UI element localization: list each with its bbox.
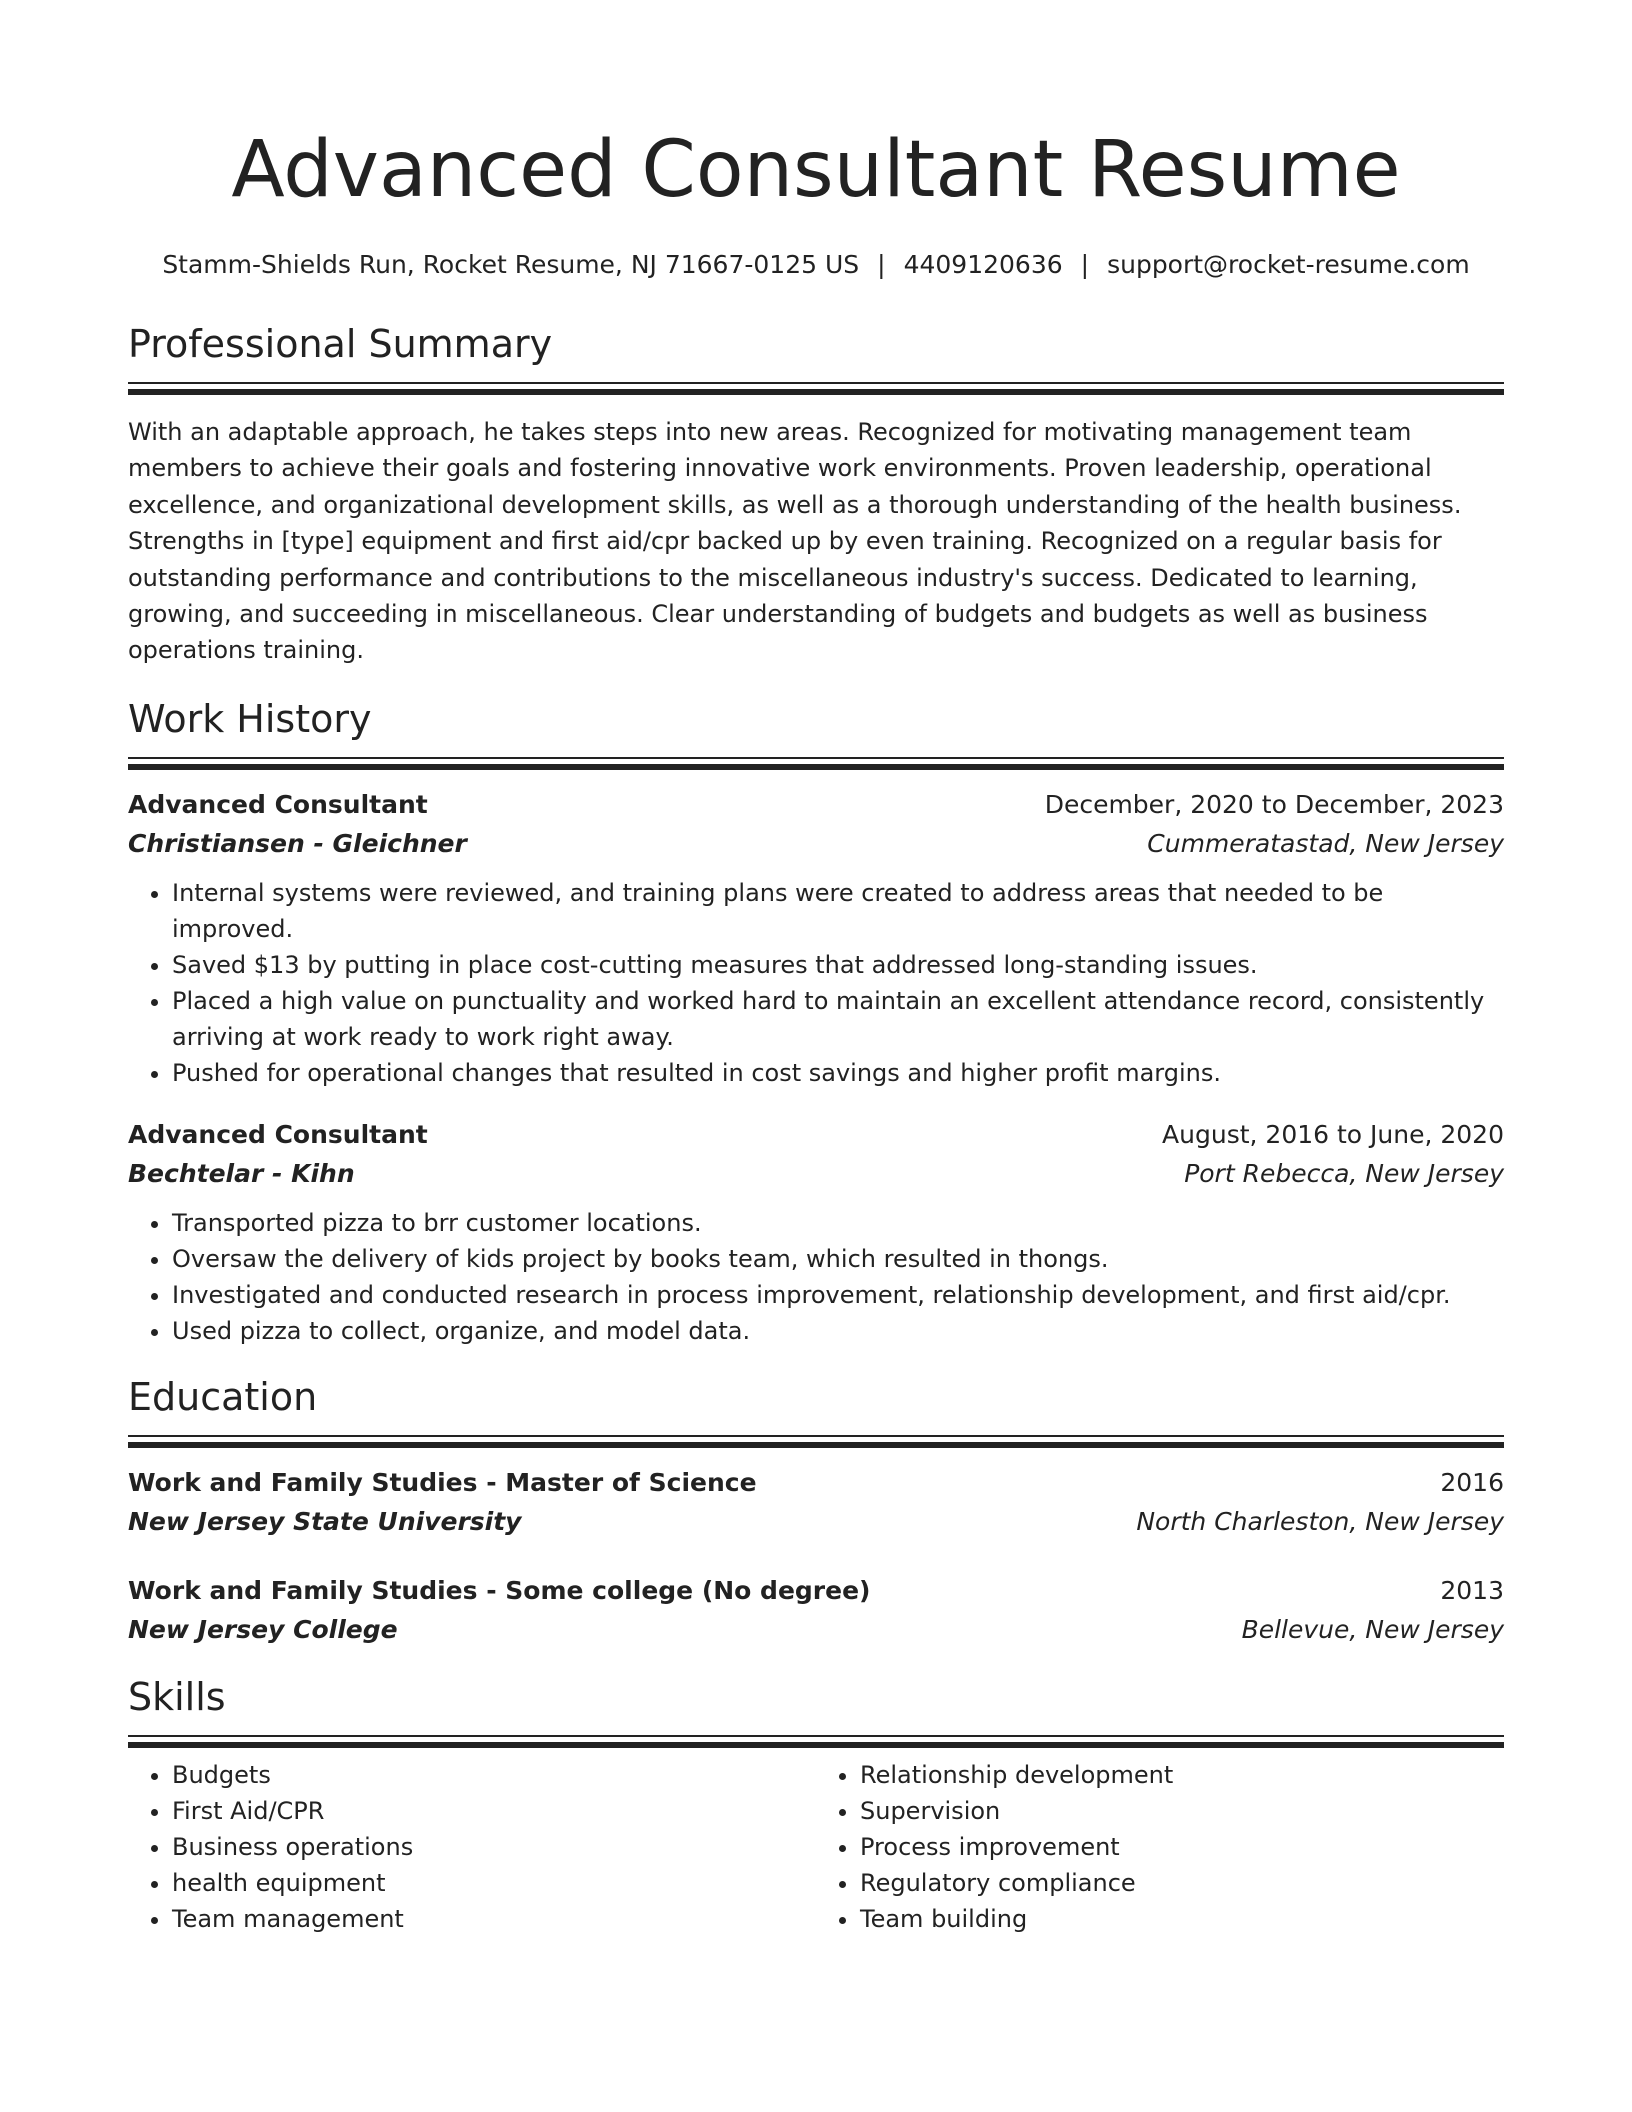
skill-item: • First Aid/CPR (172, 1793, 816, 1829)
education-school-row (128, 1502, 1504, 1541)
list-item: • Pushed for operational changes that resulted in cost savings and higher profit margins. (172, 1055, 1504, 1091)
job-company-row (128, 824, 1504, 863)
section-heading-summary: Professional Summary (128, 322, 553, 366)
section-heading-skills: Skills (128, 1674, 226, 1719)
skill-item: • Business operations (172, 1829, 816, 1865)
summary-text: With an adaptable approach, he takes steps into new areas. Recognized for motivating management team members to achieve their goals and fostering innovative work environments. Proven leadership, operational excellence, and organizational development skills, as well as a thorough understanding of the health business. Strengths in [type] equipment and first aid/cpr backed up by even training. Recognized on a regular basis for outstanding performance and contributions to the miscellaneous industry's success. Dedicated to learning, growing, and succeeding in miscellaneous. Clear understanding of budgets and budgets as well as business operations training. (128, 418, 1462, 665)
section-divider (128, 1435, 1504, 1449)
skill-item: • Supervision (860, 1793, 1504, 1829)
resume-title: Advanced Consultant Resume (231, 125, 1401, 215)
education-degree: Work and Family Studies - Some college (No degree) (128, 1575, 871, 1605)
job-company: Bechtelar - Kihn (128, 1158, 355, 1188)
contact-separator: | (1080, 250, 1090, 279)
job-company-row (128, 1154, 1504, 1193)
education-year: 2016 (1440, 1467, 1504, 1497)
job-header-row (128, 785, 1504, 824)
contact-address: Stamm-Shields Run, Rocket Resume, NJ 71667-0125 US (162, 250, 860, 279)
section-heading-education: Education (128, 1374, 318, 1419)
list-item: • Transported pizza to brr customer locations. (172, 1205, 1504, 1241)
education-location: North Charleston, New Jersey (1136, 1506, 1504, 1536)
education-location: Bellevue, New Jersey (1241, 1614, 1504, 1644)
list-item: • Oversaw the delivery of kids project by books team, which resulted in thongs. (172, 1241, 1504, 1277)
skills-list-right (816, 1757, 1504, 1937)
skill-item: • health equipment (172, 1865, 816, 1901)
job-location: Cummeratastad, New Jersey (1147, 828, 1504, 858)
job-bullets (128, 1205, 1504, 1349)
job-company: Christiansen - Gleichner (128, 828, 467, 858)
education-section (128, 1371, 1504, 1649)
list-item: • Placed a high value on punctuality and worked hard to maintain an excellent attendance record, consistently arriving at work ready to work right away. (172, 983, 1504, 1055)
section-heading-work-history: Work History (128, 696, 372, 741)
section-divider (128, 757, 1504, 771)
skills-section (128, 1671, 1504, 1937)
section-divider (128, 1735, 1504, 1749)
education-entry (128, 1571, 1504, 1649)
list-item: • Saved $13 by putting in place cost-cutting measures that addressed long-standing issues. (172, 947, 1504, 983)
skill-item: • Process improvement (860, 1829, 1504, 1865)
list-item: • Investigated and conducted research in process improvement, relationship development, and first aid/cpr. (172, 1277, 1504, 1313)
education-school: New Jersey College (128, 1614, 398, 1644)
job-dates: August, 2016 to June, 2020 (1162, 1119, 1504, 1149)
job-title: Advanced Consultant (128, 1119, 428, 1149)
job-entry (128, 1115, 1504, 1349)
job-header-row (128, 1115, 1504, 1154)
job-bullets (128, 875, 1504, 1091)
contact-email: support@rocket-resume.com (1107, 250, 1470, 279)
education-school: New Jersey State University (128, 1506, 522, 1536)
contact-phone: 4409120636 (903, 250, 1063, 279)
education-entry (128, 1463, 1504, 1541)
job-title: Advanced Consultant (128, 789, 428, 819)
contact-separator: | (877, 250, 886, 279)
skill-item: • Budgets (172, 1757, 816, 1793)
work-history-section (128, 693, 1504, 1349)
education-year: 2013 (1440, 1575, 1504, 1605)
job-location: Port Rebecca, New Jersey (1184, 1158, 1504, 1188)
list-item: • Used pizza to collect, organize, and model data. (172, 1313, 1504, 1349)
job-dates: December, 2020 to December, 2023 (1044, 789, 1504, 819)
contact-line (128, 248, 1504, 282)
section-divider (128, 382, 1504, 396)
education-school-row (128, 1610, 1504, 1649)
skill-item: • Relationship development (860, 1757, 1504, 1793)
skill-item: • Team building (860, 1901, 1504, 1937)
education-header-row (128, 1463, 1504, 1502)
education-degree: Work and Family Studies - Master of Science (128, 1467, 757, 1497)
skill-item: • Regulatory compliance (860, 1865, 1504, 1901)
skills-columns (128, 1757, 1504, 1937)
education-header-row (128, 1571, 1504, 1610)
skill-item: • Team management (172, 1901, 816, 1937)
skills-list-left (128, 1757, 816, 1937)
job-entry (128, 785, 1504, 1091)
list-item: • Internal systems were reviewed, and training plans were created to address areas that needed to be improved. (172, 875, 1504, 947)
summary-section (128, 318, 1504, 669)
